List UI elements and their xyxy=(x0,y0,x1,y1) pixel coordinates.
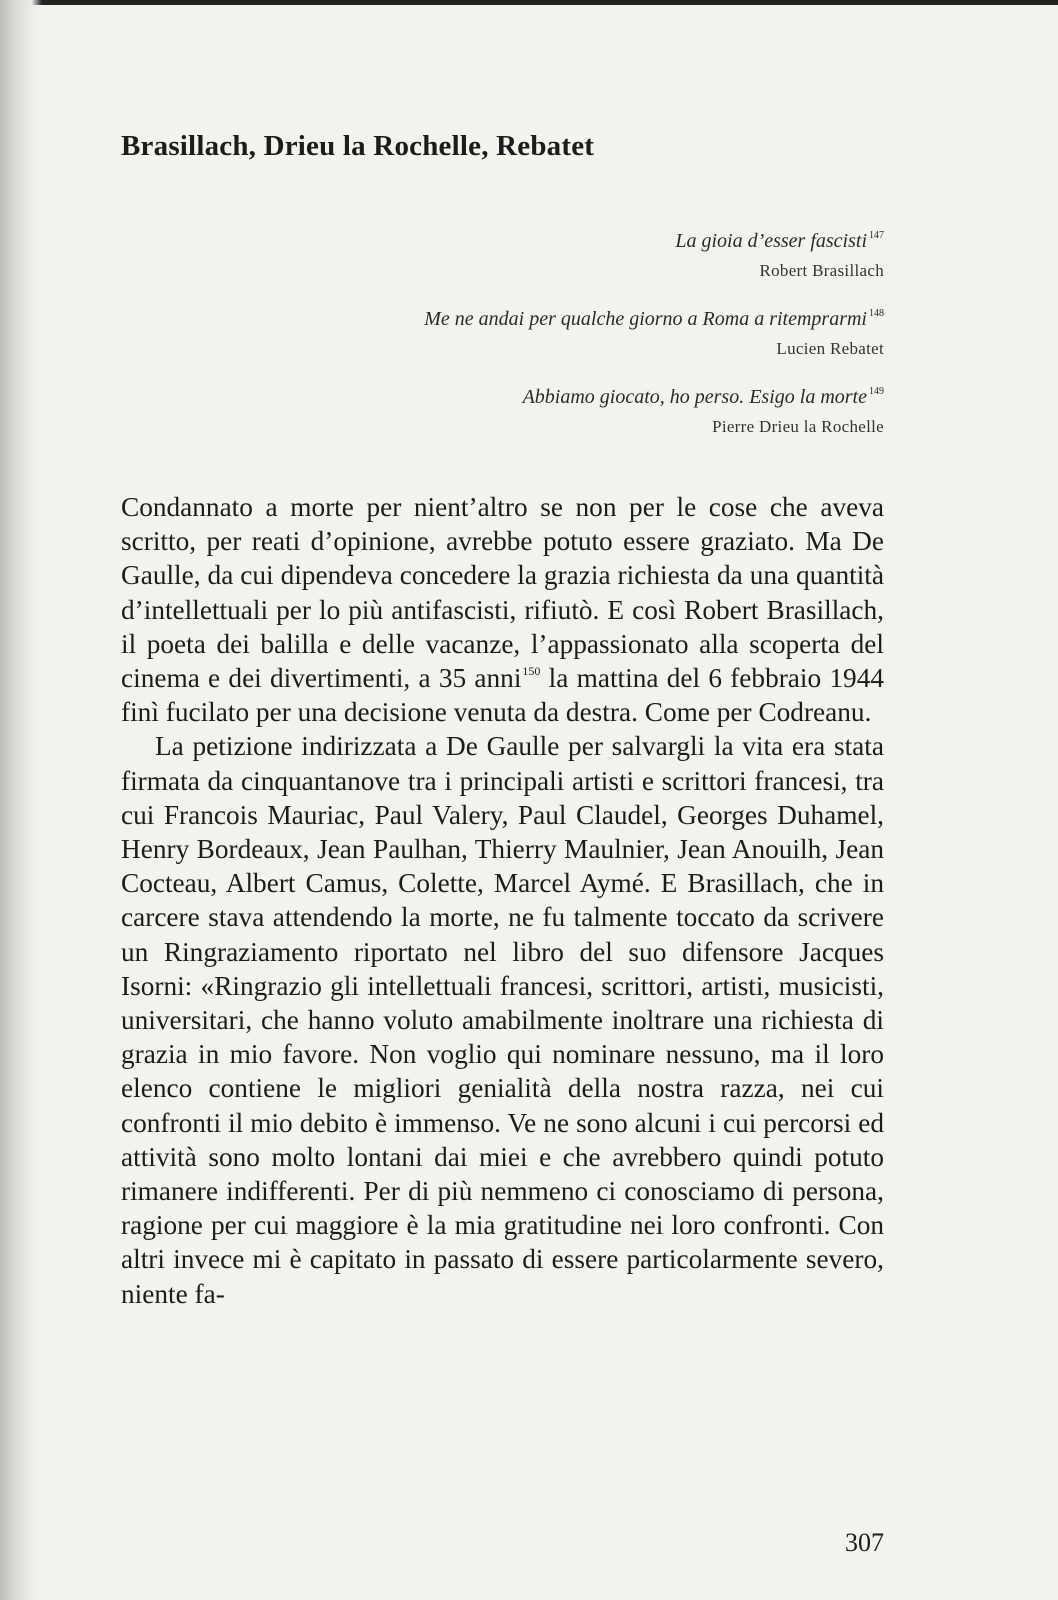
epigraph xyxy=(121,225,884,285)
epigraphs xyxy=(121,225,884,459)
footnote-ref: 147 xyxy=(869,230,884,241)
epigraph-quote-text: La gioia d’esser fascisti xyxy=(675,230,867,252)
paragraph: La petizione indirizzata a De Gaulle per salvargli la vita era stata firmata da cinquantanove tra i principali artisti e scrittori francesi, tra cui Francois Mauriac, Paul Valery, Paul Claudel, Georges Duhamel, Henry Bordeaux, Jean Paulhan, Thierry Maulnier, Jean Anouilh, Jean Cocteau, Albert Camus, Colette, Marcel Aymé. E Brasillach, che in carcere stava attendendo la morte, ne fu talmente toccato da scrivere un Ringraziamento riportato nel libro del suo difensore Jacques Isorni: «Ringrazio gli intellettuali francesi, scrittori, artisti, musicisti, universitari, che hanno voluto amabilmente inoltrare una richiesta di grazia in mio favore. Non voglio qui nominare nessuno, ma il loro elenco contiene le migliori genialità della nostra razza, nei cui confronti il mio debito è immenso. Ve ne sono alcuni i cui percorsi ed attività sono molto lontani dai miei e che avrebbero quindi potuto rimanere indifferenti. Per di più nemmeno ci conosciamo di persona, ragione per cui maggiore è la mia gratitudine nei loro confronti. Con altri invece mi è capitato in passato di essere particolarmente severo, niente fa- xyxy=(121,731,884,1309)
book-spine-shadow xyxy=(0,0,42,1600)
paragraph xyxy=(121,490,884,729)
book-page xyxy=(121,0,884,1600)
footnote-ref: 149 xyxy=(869,386,884,397)
epigraph xyxy=(121,381,884,441)
paragraph-text: la mattina del 6 febbraio 1944 finì fucilato per una decisione venuta da destra. Come per Codreanu. xyxy=(121,663,885,728)
epigraph-author: Lucien Rebatet xyxy=(776,339,884,358)
footnote-ref: 148 xyxy=(869,308,884,319)
epigraph-quote xyxy=(121,225,884,257)
body-text xyxy=(121,490,884,1311)
page-number: 307 xyxy=(845,1528,884,1557)
epigraph-author: Pierre Drieu la Rochelle xyxy=(712,417,884,436)
epigraph-quote xyxy=(121,381,884,413)
epigraph-quote-text: Me ne andai per qualche giorno a Roma a ritemprarmi xyxy=(424,308,867,330)
epigraph-author: Robert Brasillach xyxy=(759,261,884,280)
epigraph-quote-text: Abbiamo giocato, ho perso. Esigo la morte xyxy=(522,386,867,408)
chapter-title: Brasillach, Drieu la Rochelle, Rebatet xyxy=(121,130,595,162)
epigraph xyxy=(121,303,884,363)
paragraph-text: Condannato a morte per nient’altro se non per le cose che aveva scritto, per reati d’opinione, avrebbe potuto essere graziato. Ma De Gaulle, da cui dipendeva concedere la grazia richiesta da una quantità d’intellettuali per lo più antifascisti, rifiutò. E così Robert Brasillach, il poeta dei balilla e delle vacanze, l’appassionato alla scoperta del cinema e dei divertimenti, a 35 anni xyxy=(121,492,884,694)
epigraph-quote xyxy=(121,303,884,335)
footnote-ref: 150 xyxy=(522,664,541,679)
